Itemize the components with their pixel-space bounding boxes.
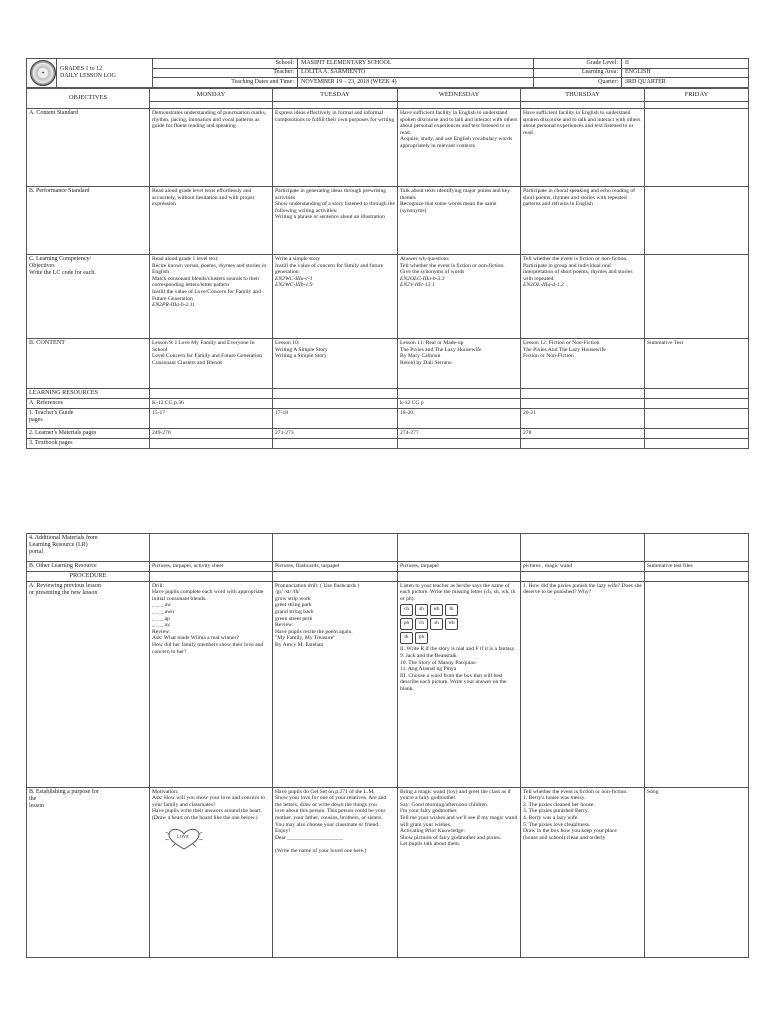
content-standard-fri	[645, 109, 749, 187]
additional-tue	[273, 534, 398, 562]
deped-seal-icon: ✦	[30, 60, 56, 86]
procedure-label: PROCEDURE	[27, 572, 150, 582]
picture-card: wh	[445, 618, 458, 630]
learners-materials-thu: 278	[521, 428, 645, 438]
teachers-guide-row	[27, 408, 749, 428]
content-row	[27, 339, 749, 389]
other-tue: Pictures, flashcards, tarpapel	[273, 562, 398, 572]
teachers-guide-tue: 17-18	[273, 408, 398, 428]
competency-mon-text: Read aloud grade 1 level text Recite known verses, poems, rhymes and stories in English Match consonant blends/clusters sounds to their corresponding letters/letter pattern Instill the value of Love/Concern for Family and Future Generation	[152, 256, 267, 302]
teachers-guide-wed: 18-20	[398, 408, 521, 428]
picture-card: ch	[400, 604, 413, 616]
day-thursday: THURSDAY	[521, 89, 645, 102]
additional-fri	[645, 534, 749, 562]
textbook-wed	[398, 438, 521, 448]
performance-standard-wed: Talk about texts identifying major points and key themes Recognize that some words mean the same (synonyms)	[398, 187, 521, 255]
review-wed-exercises: II. Write R if the story is real and F if it is a fantasy. 9. Jack and the Beanstalk 10. The Story of Manny Pacquiao 11. Ang Alamat ng Pinya III. Choose a word from the box that will best describe each picture. Write your answer on the blank.	[400, 646, 516, 692]
competency-mon	[150, 255, 273, 339]
review-thu: 1. How did the pixies punish the lazy wife? Does she deserve to be punished? Why?	[521, 581, 645, 787]
additional-materials-row	[27, 534, 749, 562]
log-title: DAILY LESSON LOG	[60, 73, 116, 79]
purpose-mon-text: Motivation: Ask: How will you show your love and concern to your family and classmates? Have pupils write their answers around the heart. (Draw a heart on the board like the one below.)	[152, 788, 265, 821]
learners-materials-fri	[645, 428, 749, 438]
review-wed-instructions: Listen to your teacher as he/she says the name of each picture. Write the missing letter (ch, sh, wh, th or ph).	[400, 582, 516, 602]
content-wed: Lesson 11: Real or Made-up The Pixies and The Lazy Housewife By Mary Calhoun Retold by Dali Serrano	[398, 339, 521, 389]
performance-standard-fri	[645, 187, 749, 255]
other-resources-label: B. Other Learning Resource	[27, 562, 150, 572]
school-label: School:	[153, 59, 298, 69]
review-tue: Pronunciation drill: ( Use flashcards ) /gr/ /st/ /th/ grow strip work greet string park grand string back green street perk Review: Have pupils recite the poem again. "My Family, My Treasure" By Amcy M. Esteban	[273, 581, 398, 787]
content-standard-tue: Express ideas effectively in formal and informal compositions to fulfill their own purposes for writing	[273, 109, 398, 187]
picture-card: th	[445, 604, 458, 616]
competency-wed-text: Answer wh-questions Tell whether the event is fiction or non-fiction. Give the synonyms of words	[400, 256, 505, 276]
competency-row	[27, 255, 749, 339]
grade-level-value: II	[622, 59, 749, 69]
learners-materials-row	[27, 428, 749, 438]
performance-standard-mon: Read aloud grade level texts effortlessly and accurately, without hesitation and with proper expression	[150, 187, 273, 255]
picture-cards	[400, 604, 470, 644]
performance-standard-row	[27, 187, 749, 255]
teachers-guide-mon: 15-17	[150, 408, 273, 428]
references-thu	[521, 398, 645, 408]
competency-label: C. Learning Competency/ Objectives Write the LC code for each.	[27, 255, 150, 339]
learners-materials-label: 2. Learner's Materials pages	[27, 428, 150, 438]
other-mon: Pictures, tarpapel, activity sheet	[150, 562, 273, 572]
day-wednesday: WEDNESDAY	[398, 89, 521, 102]
lesson-table-bottom	[26, 533, 749, 958]
quarter-label: Quarter:	[534, 78, 622, 88]
purpose-label: B. Establishing a purpose for the lesson	[27, 787, 150, 957]
learning-area-label: Learning Area:	[534, 68, 622, 78]
purpose-mon	[150, 787, 273, 957]
day-monday: MONDAY	[150, 89, 273, 102]
seal-cell	[27, 59, 57, 88]
teaching-dates-value: NOVEMBER 19 – 23, 2018 (WEEK 4)	[298, 78, 534, 88]
performance-standard-thu: Participate in choral speaking and echo reading of short poems, rhymes and stories with repeated patterns and refrains in English	[521, 187, 645, 255]
heart-label: LOVE	[177, 833, 189, 839]
textbook-thu	[521, 438, 645, 448]
references-fri	[645, 398, 749, 408]
competency-thu	[521, 255, 645, 339]
textbook-tue	[273, 438, 398, 448]
references-mon: K-12 CG p.36	[150, 398, 273, 408]
content-fri: Summative Test	[645, 339, 749, 389]
textbook-fri	[645, 438, 749, 448]
content-standard-mon: Demonstrates understanding of punctuation marks, rhythm, pacing, intonation and vocal patterns as guide for fluent reading and speaking	[150, 109, 273, 187]
learners-materials-mon: 249-270	[150, 428, 273, 438]
picture-card: ph	[415, 632, 428, 644]
review-label: A. Reviewing previous lesson or presenting the new lesson	[27, 581, 150, 787]
learning-resources-label: LEARNING RESOURCES	[27, 389, 150, 399]
picture-card: wh	[430, 604, 443, 616]
review-fri	[645, 581, 749, 787]
quarter-value: 3RD QUARTER	[622, 78, 749, 88]
content-standard-label: A. Content Standard	[27, 109, 150, 187]
competency-thu-text: Tell whether the event is fiction or non-fiction. Participate in group and individual oral interpretation of short poems, rhymes and stories with repeated	[523, 256, 633, 282]
grade-level-label: Grade Level:	[534, 59, 622, 69]
teaching-dates-label: Teaching Dates and Time:	[153, 78, 298, 88]
picture-card: th	[400, 632, 413, 644]
teachers-guide-label: 1. Teacher's Guide pages	[27, 408, 150, 428]
teachers-guide-thu: 20-21	[521, 408, 645, 428]
purpose-thu: Tell whether the event is fiction or non-fiction. 1. Berry's house was messy. 2. The pixies cleaned her house. 3. The pixies punished Berry. 4. Berry was a lazy wife. 5. The pixies love cleanliness. Draw in the box how you keep your place (house and school) clean and orderly	[521, 787, 645, 957]
picture-card: ch	[415, 618, 428, 630]
content-thu: Lesson 12: Fiction or Non-Fiction The Pixies And The Lazy Housewife Fiction or Non-Fiction	[521, 339, 645, 389]
procedure-row	[27, 572, 749, 582]
competency-mon-code: EN2PR-IIIa-b-2.11	[152, 302, 195, 309]
references-row	[27, 398, 749, 408]
review-wed	[398, 581, 521, 787]
competency-wed	[398, 255, 521, 339]
textbook-row	[27, 438, 749, 448]
picture-card: sh	[415, 604, 428, 616]
competency-thu-code: EN2OL-IIIa-d-1.2	[523, 282, 564, 289]
learners-materials-wed: 274-277	[398, 428, 521, 438]
picture-card: sh	[430, 618, 443, 630]
school-value: MASIPIT ELEMENTARY SCHOOL	[298, 59, 534, 69]
day-friday: FRIDAY	[645, 89, 749, 102]
other-resources-row	[27, 562, 749, 572]
lesson-table-top	[26, 88, 749, 449]
content-tue: Lesson 10: Writing A Simple Story Writing a Simple Story	[273, 339, 398, 389]
content-standard-wed: Have sufficient facility in English to understand spoken discourse and to talk and interact with others about personal experiences and text listened to or read. Acquire, study, and use English vocabulary words appropriately in relevant contexts	[398, 109, 521, 187]
references-wed: k-12 CG p	[398, 398, 521, 408]
textbook-mon	[150, 438, 273, 448]
day-tuesday: TUESDAY	[273, 89, 398, 102]
other-fri: Summative test files	[645, 562, 749, 572]
textbook-label: 3. Textbook pages	[27, 438, 150, 448]
content-standard-thu: Have sufficient facility in English to understand spoken discourse and to talk and interact with others about personal experiences and text listened to or read.	[521, 109, 645, 187]
performance-standard-tue: Participate in generating ideas through prewriting activities Show understanding of a story listened to through the following writing activities: Writing a phrase or sentence about an illustration	[273, 187, 398, 255]
competency-tue-text: Write a simple story Instill the value of concern for family and future generation	[275, 256, 384, 276]
grade-range-cell	[57, 59, 153, 88]
additional-materials-label: 4. Additional Materials from Learning Resource (LR) portal	[27, 534, 150, 562]
purpose-wed: Bring a magic wand (toy) and greet the class as if you're a fairy godmother. Say: Good morning/afternoon children. I'm your fairy godmother. Tell me your wishes and we'll see if my magic wand will grant your wishes. Activating Prior Knowledge: Show pictures of fairy godmother and pixies. Let pupils talk about them.	[398, 787, 521, 957]
learners-materials-tue: 271-273	[273, 428, 398, 438]
purpose-tue: Have pupils do Get Set on p.271 of the L.M. Show your love for one of your relatives. Are and the letters, draw or write down the things you love about this person. This person could be your mother, your father, cousins, brothers, or sisters. You may also choose your classmate or friend. Enjoy! Dear ____________________ (Write the name of your loved one here.)	[273, 787, 398, 957]
grades-range: GRADES 1 to 12	[60, 66, 103, 72]
competency-tue	[273, 255, 398, 339]
competency-wed-code: EN2OLC-IIIa-b-3.3 EN2V-IIIc-13.1	[400, 275, 445, 289]
references-tue	[273, 398, 398, 408]
heart-drawing	[164, 828, 204, 848]
other-thu: pictures , magic wand	[521, 562, 645, 572]
other-wed: Pictures, tarpapel	[398, 562, 521, 572]
day-header-row	[27, 89, 749, 102]
content-label: II. CONTENT	[27, 339, 150, 389]
competency-tue-code: EN2WC-IIIa-c-1 EN2WC-IIIb-1.9	[275, 275, 313, 289]
learning-resources-row	[27, 389, 749, 399]
content-standard-row	[27, 109, 749, 187]
additional-thu	[521, 534, 645, 562]
learning-area-value: ENGLISH	[622, 68, 749, 78]
references-label: A. References	[27, 398, 150, 408]
daily-lesson-log	[26, 0, 748, 854]
header-table	[26, 58, 749, 88]
additional-wed	[398, 534, 521, 562]
teachers-guide-fri	[645, 408, 749, 428]
purpose-fri: Song	[645, 787, 749, 957]
additional-mon	[150, 534, 273, 562]
performance-standard-label: B. Performance Standard	[27, 187, 150, 255]
teacher-value: LOLITA A. SARMIENTO	[298, 68, 534, 78]
review-mon: Drill: Have pupils complete each word with appropriate initial consonant blends. _ _ _ aw _ _ _ awn _ _ _ ap _ _ _ ay Review: Ask: What made Wilma a real winner? How did her family members show their love and concern to her?	[150, 581, 273, 787]
review-row	[27, 581, 749, 787]
teacher-label: Teacher:	[153, 68, 298, 78]
objectives-header: OBJECTIVES	[27, 89, 150, 109]
competency-fri	[645, 255, 749, 339]
picture-card: ph	[400, 618, 413, 630]
content-mon: Lesson 9: I Love My Family and Everyone In School Level Concern for Family and Future Generation Consonant Clusters and Blends	[150, 339, 273, 389]
purpose-row	[27, 787, 749, 957]
